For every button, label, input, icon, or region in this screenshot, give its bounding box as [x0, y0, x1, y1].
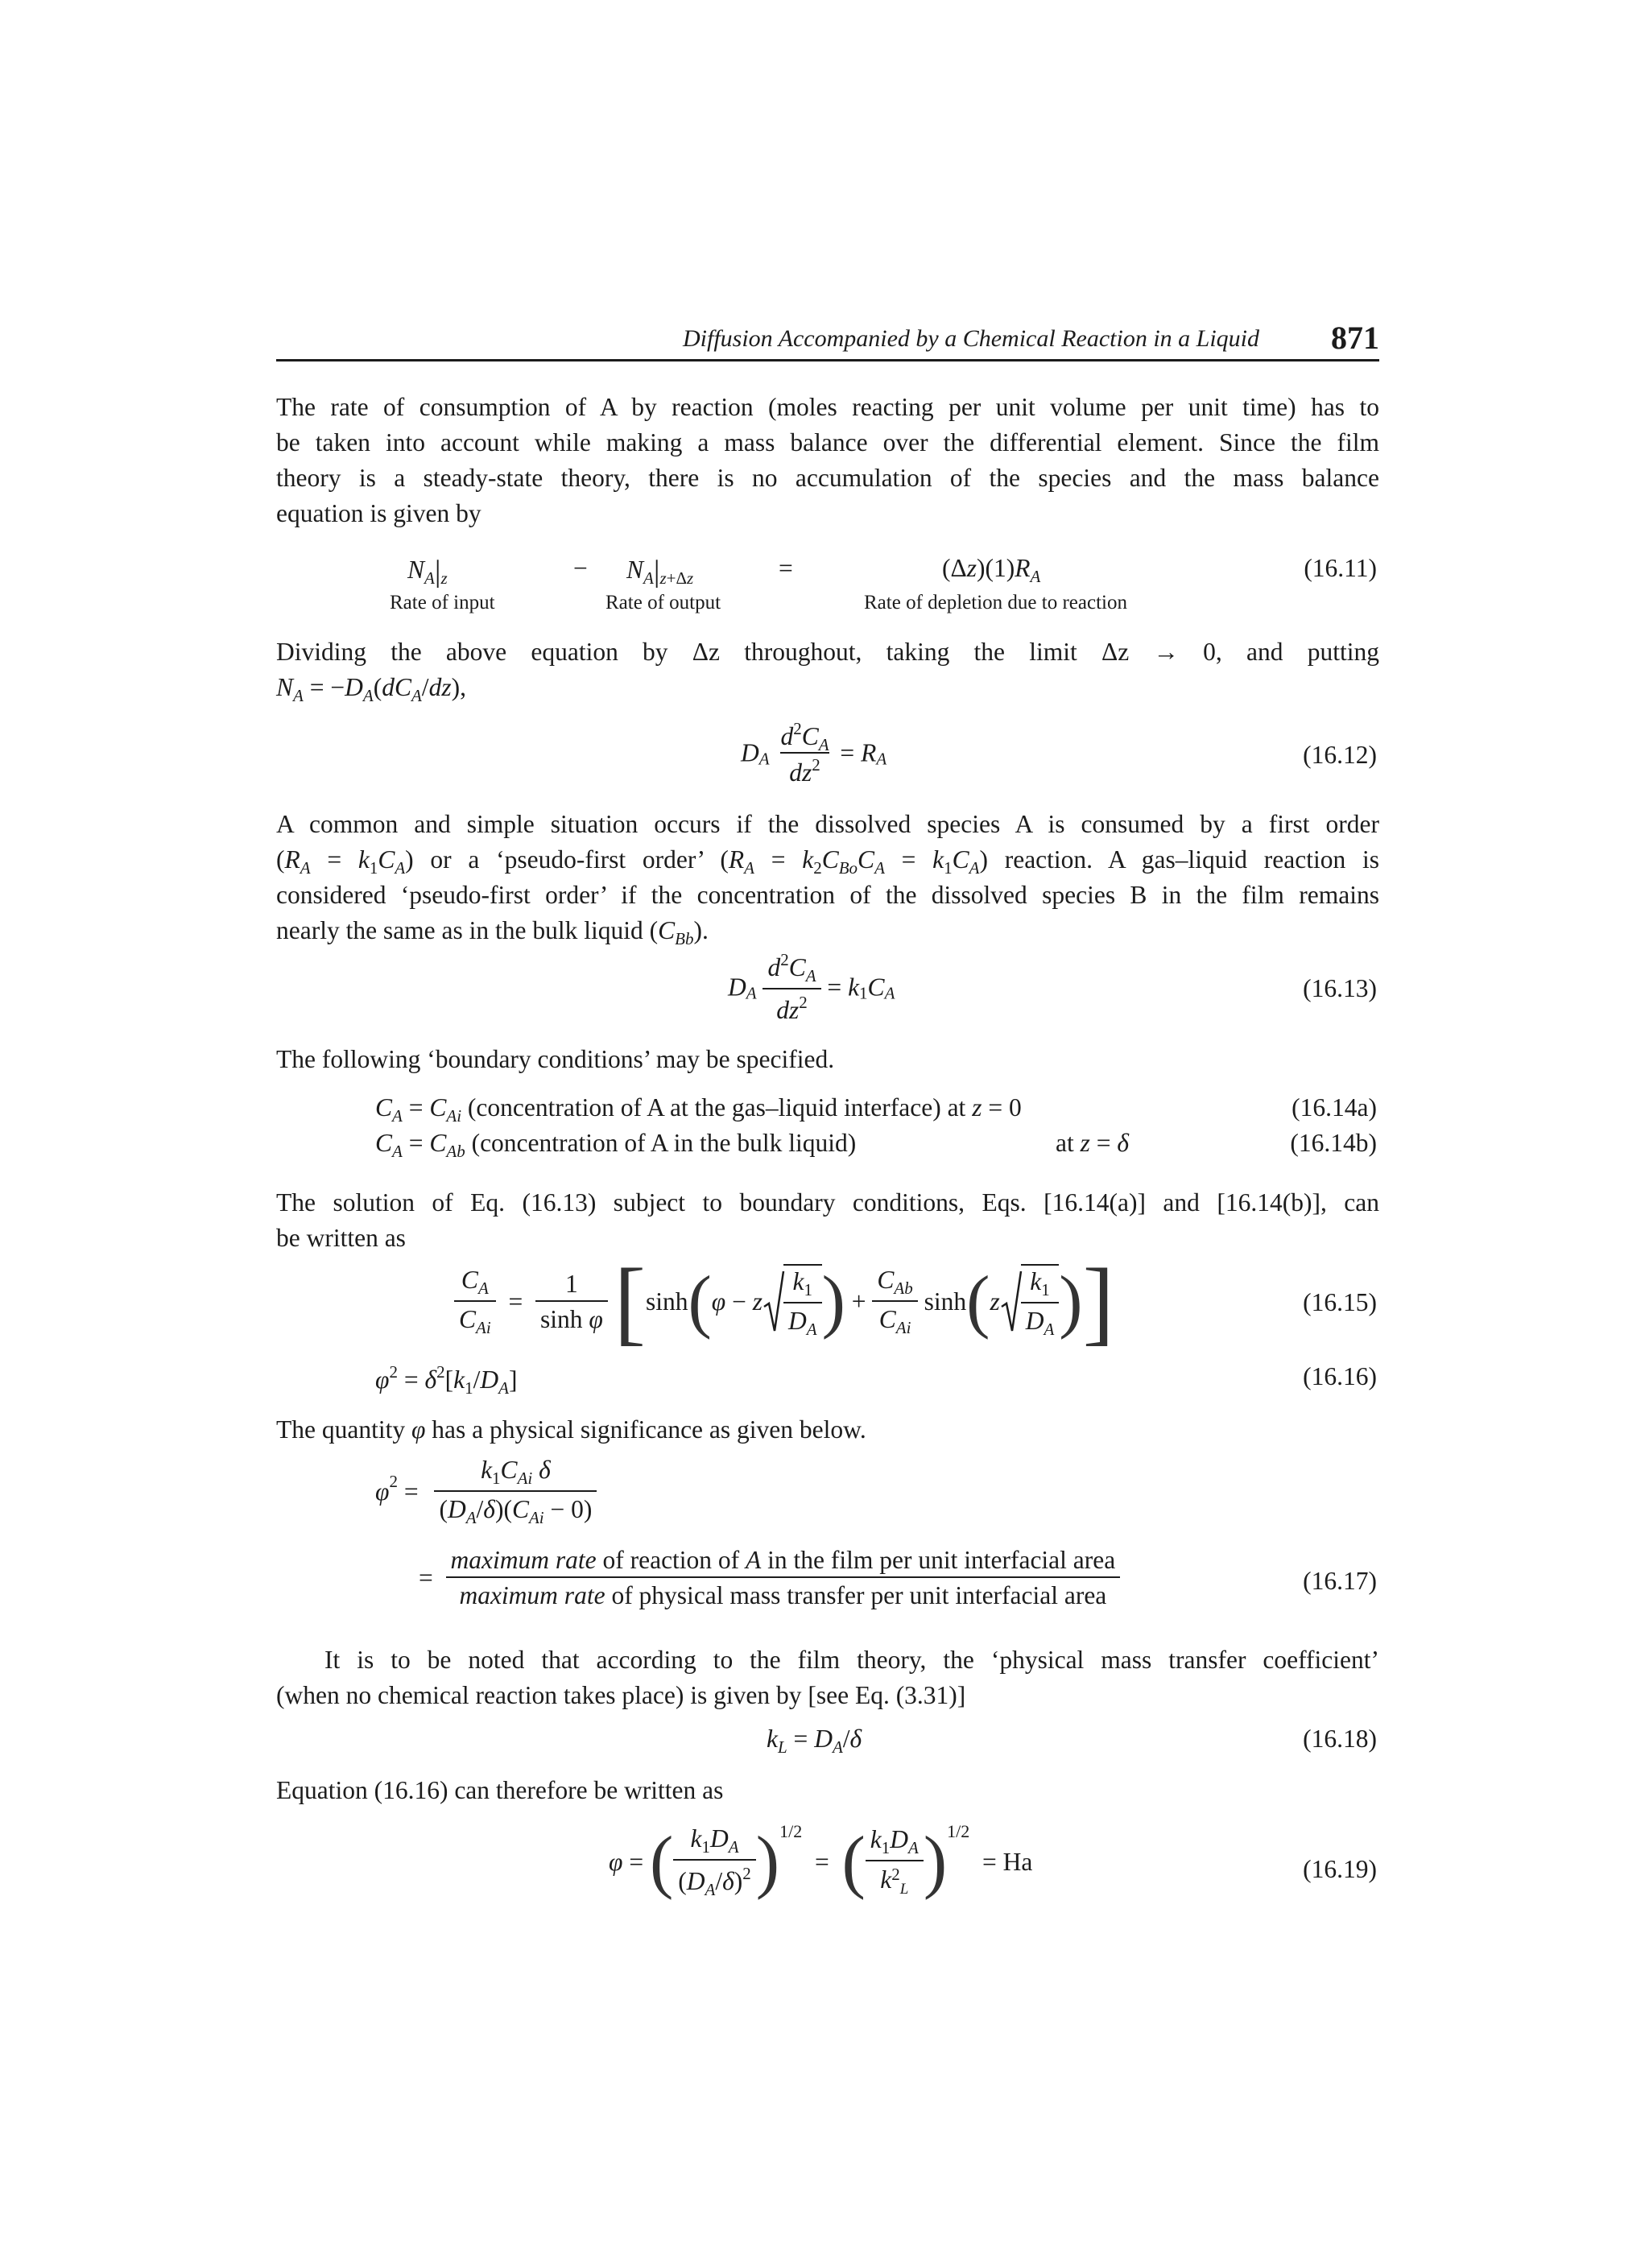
eq-16-14a-number: (16.14a): [1292, 1093, 1377, 1122]
para8-line1: Equation (16.16) can therefore be written as: [276, 1776, 724, 1804]
para5-line1: The solution of Eq. (16.13) subject to boundary conditions, Eqs. [16.14(a)] and [16.14(b)], can: [276, 1188, 1379, 1217]
eq-16-11-term-reaction: $(\Delta z)(1)R_A$: [942, 554, 1041, 586]
eq-16-17-line2: = maximum rate of reaction of A in the film per unit interfacial area maximum rate of physical mass transfer per unit interfacial area: [419, 1546, 1120, 1610]
eq-16-14b-number: (16.14b): [1290, 1129, 1377, 1157]
para1-line4: equation is given by: [276, 499, 481, 527]
para5-line2: be written as: [276, 1224, 406, 1252]
para1-line3: theory is a steady-state theory, there is no accumulation of the species and the mass balance: [276, 464, 1379, 492]
para1-line1: The rate of consumption of A by reaction (moles reacting per unit volume per unit time) has to: [276, 393, 1379, 421]
eq-16-17-number: (16.17): [1303, 1567, 1377, 1595]
para3-line1: A common and simple situation occurs if the dissolved species A is consumed by a first order: [276, 810, 1379, 838]
para3-line2: $(R_A = k_1C_A)$ or a ‘pseudo-first order’ $(R_A = k_2C_{Bo}C_A = k_1C_A)$ reaction. A gas–liquid reaction is: [276, 845, 1379, 878]
running-header-title: Diffusion Accompanied by a Chemical Reaction in a Liquid: [683, 325, 1260, 352]
header-rule: [276, 359, 1379, 361]
eq-16-15-number: (16.15): [1303, 1288, 1377, 1316]
eq-16-19-number: (16.19): [1303, 1855, 1377, 1883]
eq-16-16-number: (16.16): [1303, 1362, 1377, 1390]
eq-16-12-number: (16.12): [1303, 741, 1377, 769]
para3-line4: nearly the same as in the bulk liquid $(C_{Bb})$.: [276, 916, 709, 948]
eq-16-14b-condition: at z = δ: [1056, 1129, 1130, 1157]
eq-16-17-line1: $\varphi^2$ = $\frac{k_1C_{Ai} \delta}{(D_A/\delta)(C_{Ai} - 0)}$: [375, 1456, 597, 1528]
eq-16-11-equals: =: [779, 554, 793, 582]
para7-line1: It is to be noted that according to the film theory, the ‘physical mass transfer coefficient’: [324, 1646, 1379, 1674]
eq-16-19: φ = ( $\frac{k_1D_A}{(D_A/\delta)^2}$ )$^{1/2}$ = ( $\frac{k_1D_A}{k^2_L}$ )$^{1/2}$ = Ha: [609, 1821, 1033, 1901]
eq-16-13-number: (16.13): [1303, 974, 1377, 1002]
para7-line2: (when no chemical reaction takes place) is given by [see Eq. (3.31)]: [276, 1681, 966, 1709]
eq-16-11-label-depletion: Rate of depletion due to reaction: [864, 592, 1127, 613]
eq-16-11-term-output: $N_A|_{z+\Delta z}$: [626, 555, 694, 589]
eq-16-11-label-input: Rate of input: [390, 592, 495, 613]
eq-16-18-number: (16.18): [1303, 1725, 1377, 1753]
eq-16-18: $k_L = D_A/\delta$: [767, 1725, 862, 1757]
eq-16-11-term-input: $N_A|_z$: [407, 555, 448, 589]
eq-16-11-number: (16.11): [1304, 554, 1377, 582]
eq-16-16: $\varphi^2 = \delta^2[k_1/D_A]$: [375, 1362, 518, 1398]
para1-line2: be taken into account while making a mass balance over the differential element. Since the film: [276, 428, 1379, 456]
eq-16-11-minus: −: [573, 554, 588, 582]
eq-16-15: $\frac{C_A}{C_{Ai}}$ = $\frac{1}{\text{sinh φ}}$ [sinh(φ − z $\frac{k_1}{D_A}$ ) + $\frac{C_{Ab}}{C_{Ai}}$ sinh(z $\frac{k_1}{D_A}$ )]: [454, 1254, 1114, 1349]
eq-16-14a: $C_A = C_{Ai}$ (concentration of A at the gas–liquid interface) at z = 0: [375, 1093, 1022, 1126]
eq-16-14b: $C_A = C_{Ab}$ (concentration of A in the bulk liquid): [375, 1129, 857, 1161]
eq-16-12: $D_A$ $d^2C_A$ $dz^2$ = $R_A$: [741, 719, 887, 787]
hatta-number-label: Ha: [1002, 1847, 1033, 1876]
para2-line2: $N_A = -D_A(dC_A/dz)$,: [276, 673, 466, 705]
eq-16-11-label-output: Rate of output: [605, 592, 721, 613]
page-number: 871: [1331, 320, 1379, 356]
para2-line1: Dividing the above equation by Δz throughout, taking the limit Δz → 0, and putting: [276, 638, 1379, 666]
para4-line1: The following ‘boundary conditions’ may be specified.: [276, 1045, 835, 1073]
para6-line1: The quantity φ has a physical significance as given below.: [276, 1415, 866, 1444]
eq-16-13: $D_A$ $\frac{d^2C_A}{dz^2}$ = $k_1C_A$: [728, 950, 895, 1024]
para3-line3: considered ‘pseudo-first order’ if the concentration of the dissolved species B in the film remains: [276, 881, 1379, 909]
